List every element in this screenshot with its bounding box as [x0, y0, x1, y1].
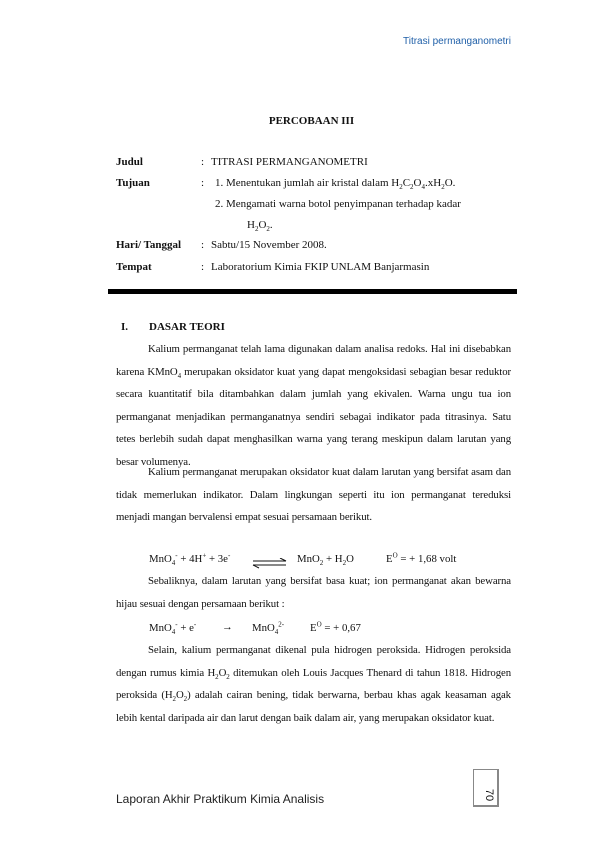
- colon: :: [201, 177, 205, 189]
- section-title: DASAR TEORI: [149, 321, 225, 333]
- hari-value: Sabtu/15 November 2008.: [211, 239, 327, 251]
- tempat-label: Tempat: [116, 261, 152, 273]
- reaction-arrow-icon: →: [222, 621, 233, 633]
- equation-2-right-text: MnO$_4^{2-}$: [252, 620, 285, 637]
- paragraph-2: Kalium permanganat merupakan oksidator kuat dalam larutan yang bersifat asam dan tidak memerlukan indikator. Dalam lingkungan seperti itu ion permanganat tereduksi menjadi mangan bervalensi empat sesuai persamaan berikut.: [116, 466, 511, 523]
- judul-label: Judul: [116, 156, 143, 168]
- tempat-value: Laboratorium Kimia FKIP UNLAM Banjarmasin: [211, 261, 430, 273]
- equation-2-potential-text: $E^O$ = + 0,67: [310, 620, 361, 634]
- judul-value: TITRASI PERMANGANOMETRI: [211, 156, 368, 168]
- equation-2-potential: [310, 622, 361, 634]
- equilibrium-arrow-icon: [252, 558, 288, 570]
- thick-divider: [108, 289, 517, 294]
- tujuan-item-2-cont-text: $H_2O_2$.: [247, 219, 273, 234]
- experiment-title: PERCOBAAN III: [268, 115, 355, 127]
- tujuan-label: Tujuan: [116, 177, 150, 189]
- colon: :: [201, 261, 205, 273]
- hari-label: Hari/ Tanggal: [116, 239, 182, 251]
- paragraph-4-text: Selain, kalium permanganat dikenal pula hidrogen peroksida. Hidrogen peroksida dengan rumus kimia $H_2O_2$ ditemukan oleh Louis Jacques Thenard di tahun 1818. Hidrogen peroksida $(H_2O_2)$ adalah cairan bening, tidak berwarna, berbau khas agak keasaman agak lebih kental daripada air dan larut dengan baik dalam air, yang merupakan oksidator kuat.: [116, 644, 511, 724]
- running-header: Titrasi permanganometri: [402, 36, 511, 47]
- equation-1-potential: [386, 553, 456, 565]
- colon: :: [201, 239, 205, 251]
- equation-2-left: [149, 620, 197, 637]
- colon: :: [201, 156, 205, 168]
- paragraph-3: Sebaliknya, dalam larutan yang bersifat basa kuat; ion permanganat akan bewarna hijau sesuai dengan persamaan berikut :: [116, 575, 511, 610]
- tujuan-item-2-cont: [247, 219, 273, 234]
- section-number: I.: [121, 321, 129, 333]
- equation-2-left-text: MnO$_4$- + e-: [149, 620, 197, 637]
- tujuan-item-2: 2. Mengamati warna botol penyimpanan terhadap kadar: [215, 198, 461, 210]
- equation-1-right: [297, 553, 354, 568]
- page-number-box: [473, 769, 499, 807]
- equation-2-right: [252, 620, 285, 637]
- equation-1-potential-text: $E^O$ = + 1,68 volt: [386, 551, 457, 565]
- paragraph-1: [116, 338, 511, 473]
- tujuan-item-1: [215, 177, 456, 192]
- equation-1-left-text: MnO$_4$- + 4H+ + 3e-: [149, 551, 231, 568]
- tujuan-item-1-text: 1. Menentukan jumlah air kristal dalam $H_2C_2O_4.xH_2O$.: [215, 177, 456, 192]
- paragraph-1-text: Kalium permanganat telah lama digunakan dalam analisa redoks. Hal ini disebabkan karena KMnO$_4$ merupakan oksidator kuat yang dapat mengoksidasi sebagian besar reduktor secara kuantitatif bila ditambahkan dalam jumlah yang ekivalen. Warna ungu tua ion permanganat menjadikan permanganatnya sendiri sebagai indikator pada titrasinya. Satu tetes berlebih sudah dapat menghasilkan warna yang terang meskipun dalam larutan yang besar volumenya.: [116, 343, 512, 468]
- footer-title: Laporan Akhir Praktikum Kimia Analisis: [116, 792, 325, 806]
- equation-1-right-text: $MnO_2 + H_2O$: [297, 553, 354, 568]
- paragraph-4: [116, 639, 511, 729]
- page-number: 70: [483, 788, 495, 802]
- equation-1-left: [149, 551, 231, 568]
